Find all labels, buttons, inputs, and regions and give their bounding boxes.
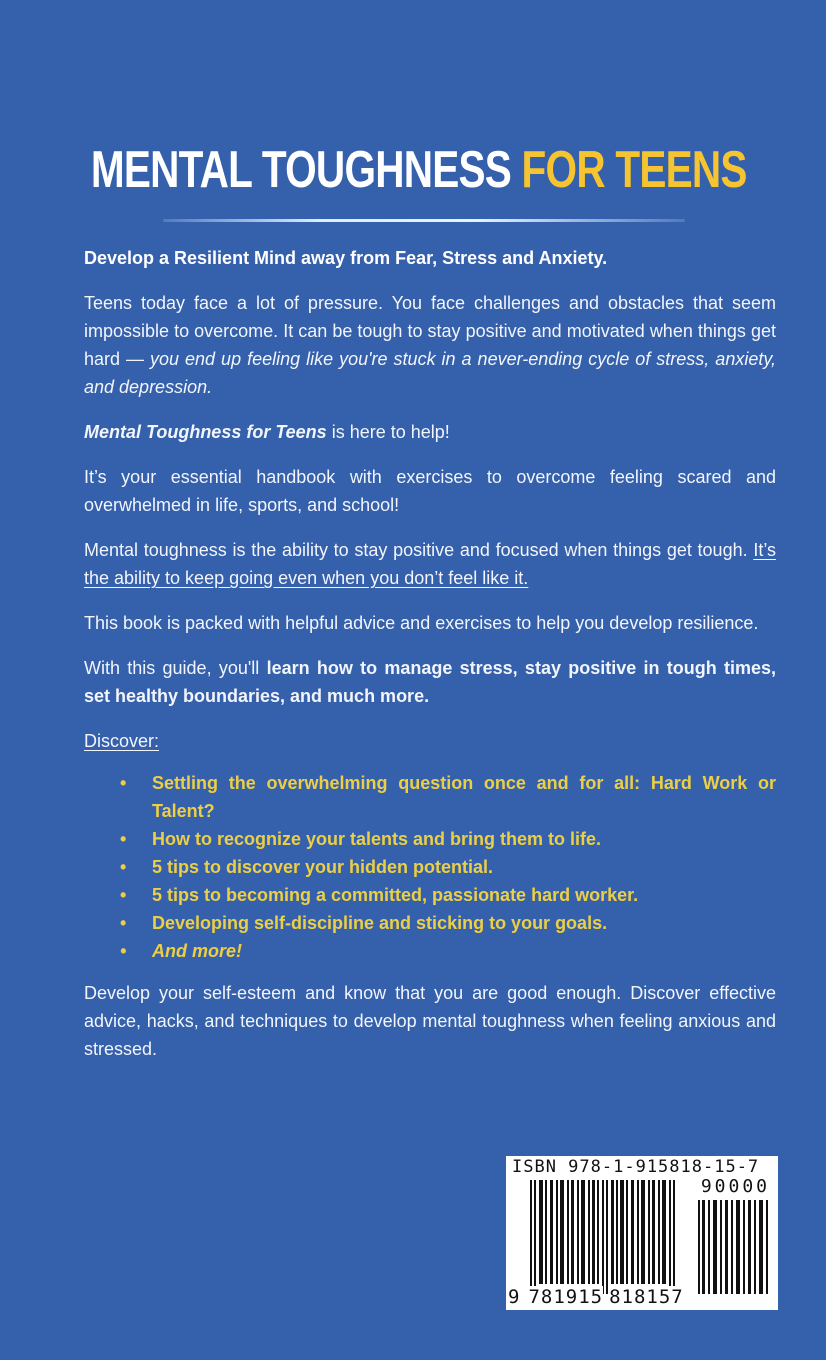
title-accent: FOR TEENS <box>521 141 747 199</box>
blurb <box>84 244 776 1080</box>
list-item: • And more! <box>84 937 776 965</box>
paragraph-help <box>84 418 776 446</box>
book-name-inline: Mental Toughness for Teens <box>84 422 327 442</box>
paragraph-definition <box>84 536 776 592</box>
discover-text: Discover: <box>84 731 160 751</box>
addon-code: 90000 <box>700 1176 770 1197</box>
digits-left: 781915 <box>528 1286 604 1308</box>
list-item: • 5 tips to becoming a committed, passionate hard worker. <box>84 881 776 909</box>
paragraph-packed: This book is packed with helpful advice and exercises to help you develop resilience. <box>84 613 759 633</box>
isbn-label: ISBN 978-1-915818-15-7 <box>512 1157 760 1177</box>
title-divider <box>163 219 685 222</box>
list-item: • Settling the overwhelming question once and for all: Hard Work or Talent? <box>84 769 776 825</box>
p1-italic: you end up feeling like you're stuck in a never-ending cycle of stress, anxiety, and depression. <box>84 349 777 397</box>
barcode-bars-icon <box>530 1180 678 1294</box>
lead-line: Develop a Resilient Mind away from Fear, Stress and Anxiety. <box>84 248 608 268</box>
list-item: • Developing self-discipline and sticking to your goals. <box>84 909 776 937</box>
isbn-barcode <box>506 1156 778 1310</box>
list-item: • How to recognize your talents and bring them to life. <box>84 825 776 853</box>
p6-bold: learn how to manage stress, stay positive in tough times, set healthy boundaries, and much more. <box>84 658 777 706</box>
p1-text: Teens today face a lot of pressure. You face challenges and obstacles that seem impossible to overcome. It can be tough to stay positive and motivated when things get hard — <box>84 293 776 369</box>
paragraph-guide <box>84 654 776 710</box>
p2-text: is here to help! <box>326 422 450 442</box>
p4-text: Mental toughness is the ability to stay positive and focused when things get tough. <box>84 540 754 560</box>
paragraph-pressure <box>84 289 776 401</box>
title-main: MENTAL TOUGHNESS <box>90 141 512 199</box>
list-item: • 5 tips to discover your hidden potential. <box>84 853 776 881</box>
paragraph-handbook: It’s your essential handbook with exercises to overcome feeling scared and overwhelmed in life, sports, and school! <box>84 467 776 515</box>
barcode-digits <box>508 1286 684 1308</box>
feature-list <box>84 769 776 965</box>
paragraph-closing: Develop your self-esteem and know that you are good enough. Discover effective advice, hacks, and techniques to develop mental toughness when feeling anxious and stressed. <box>84 983 776 1059</box>
p6-text: With this guide, you'll <box>84 658 267 678</box>
digit-first: 9 <box>508 1286 521 1308</box>
book-title <box>90 140 747 200</box>
digits-right: 818157 <box>609 1286 684 1308</box>
discover-label <box>84 727 776 755</box>
p4-underlined: It’s the ability to keep going even when you don’t feel like it. <box>84 540 776 588</box>
addon-bars-icon <box>698 1200 772 1294</box>
